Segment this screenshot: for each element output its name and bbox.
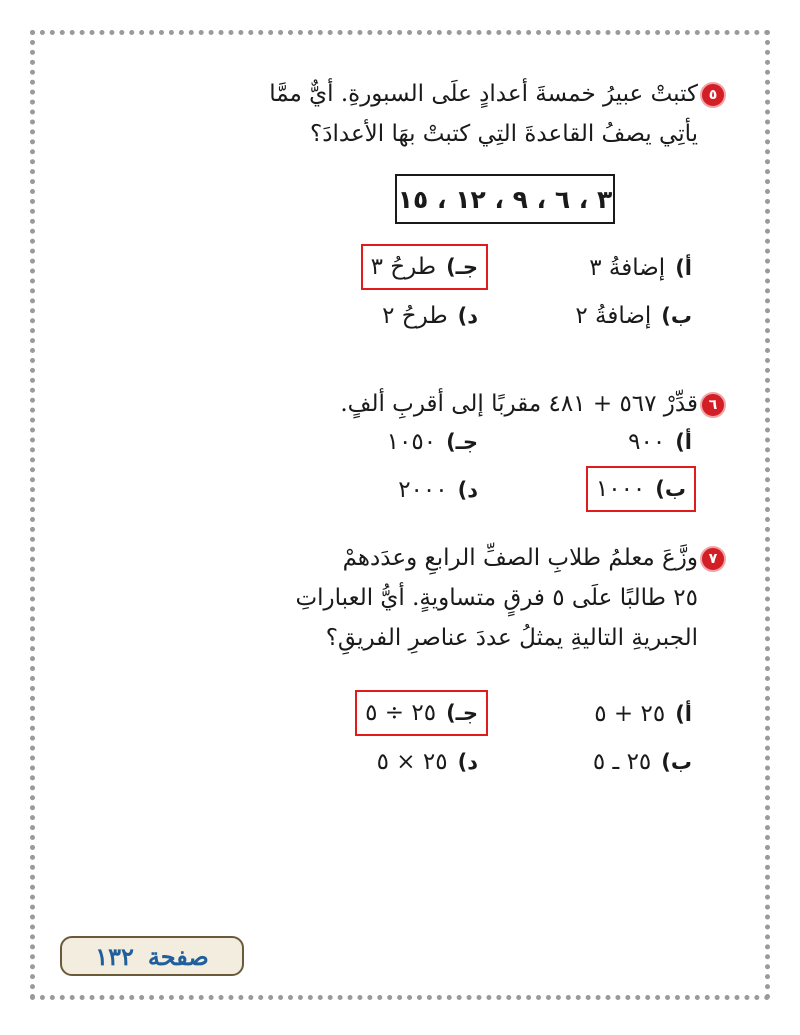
question-5-line-2: يأتِي يصفُ القاعدةَ التِي كتبتْ بهَا الأعدادَ؟ bbox=[310, 121, 698, 147]
number-sequence: ٣ ، ٦ ، ٩ ، ١٢ ، ١٥ bbox=[397, 184, 613, 214]
q6-choice-b-highlighted[interactable] bbox=[586, 466, 696, 512]
choice-letter: د) bbox=[457, 750, 478, 774]
q6-choice-c[interactable] bbox=[387, 422, 478, 462]
choice-text: طرحُ ٣ bbox=[370, 254, 437, 280]
number-sequence-box bbox=[395, 174, 615, 224]
choice-letter: د) bbox=[457, 304, 478, 328]
q5-choice-a[interactable] bbox=[589, 248, 692, 288]
choice-letter: جـ) bbox=[446, 701, 478, 725]
q6-choice-d[interactable] bbox=[398, 470, 478, 510]
choice-text: ١٠٠٠ bbox=[595, 476, 646, 502]
question-6-badge: ٦ bbox=[700, 392, 726, 418]
choice-letter: جـ) bbox=[446, 255, 478, 279]
choice-letter: د) bbox=[457, 478, 478, 502]
choice-text: ٢٥ + ٥ bbox=[594, 701, 666, 727]
question-7-badge: ٧ bbox=[700, 546, 726, 572]
question-7-line-2: ٢٥ طالبًا علَى ٥ فرقٍ متساويةٍ. أيُّ العباراتِ bbox=[295, 585, 698, 611]
choice-text: ١٠٥٠ bbox=[386, 429, 437, 455]
choice-letter: أ) bbox=[675, 256, 692, 280]
choice-text: ٢٥ × ٥ bbox=[376, 749, 448, 775]
question-7-line-3: الجبريةِ التاليةِ يمثلُ عددَ عناصرِ الفريقِ؟ bbox=[325, 625, 698, 651]
choice-text: إضافةُ ٣ bbox=[589, 255, 666, 281]
question-5 bbox=[269, 74, 698, 154]
question-5-line-1: كتبتْ عبيرُ خمسةَ أعدادٍ علَى السبورةِ. أيٌّ ممَّا bbox=[269, 81, 698, 107]
question-7-line-1: وزَّعَ معلمُ طلابِ الصفِّ الرابعِ وعدَدهمْ bbox=[342, 545, 698, 571]
q5-choice-d[interactable] bbox=[382, 296, 478, 336]
q7-choice-c-highlighted[interactable] bbox=[355, 690, 488, 736]
question-7 bbox=[296, 538, 699, 658]
question-6 bbox=[340, 384, 698, 424]
choice-text: إضافةُ ٢ bbox=[575, 303, 652, 329]
page-number-label bbox=[60, 936, 244, 976]
choice-text: ٢٥ ـ ٥ bbox=[592, 749, 652, 775]
q5-choice-c-highlighted[interactable] bbox=[361, 244, 488, 290]
choice-text: ٢٥ ÷ ٥ bbox=[365, 700, 437, 726]
page-number: ١٣٢ bbox=[95, 941, 134, 971]
choice-letter: ب) bbox=[655, 477, 686, 501]
choice-letter: ب) bbox=[661, 750, 692, 774]
q5-choice-b[interactable] bbox=[575, 296, 692, 336]
choice-text: ٩٠٠ bbox=[628, 429, 666, 455]
choice-letter: أ) bbox=[675, 702, 692, 726]
page-label-text: صفحة bbox=[147, 941, 209, 971]
choice-letter: أ) bbox=[675, 430, 692, 454]
choice-letter: ب) bbox=[661, 304, 692, 328]
choice-text: طرحُ ٢ bbox=[382, 303, 448, 329]
choice-letter: جـ) bbox=[446, 430, 478, 454]
q7-choice-b[interactable] bbox=[593, 742, 692, 782]
question-6-line-1: قدِّرْ ٥٦٧ + ٤٨١ مقربًا إلى أقربِ ألفٍ. bbox=[340, 391, 698, 417]
question-5-badge: ٥ bbox=[700, 82, 726, 108]
choice-text: ٢٠٠٠ bbox=[398, 477, 448, 503]
q7-choice-a[interactable] bbox=[594, 694, 692, 734]
q6-choice-a[interactable] bbox=[628, 422, 692, 462]
q7-choice-d[interactable] bbox=[377, 742, 478, 782]
